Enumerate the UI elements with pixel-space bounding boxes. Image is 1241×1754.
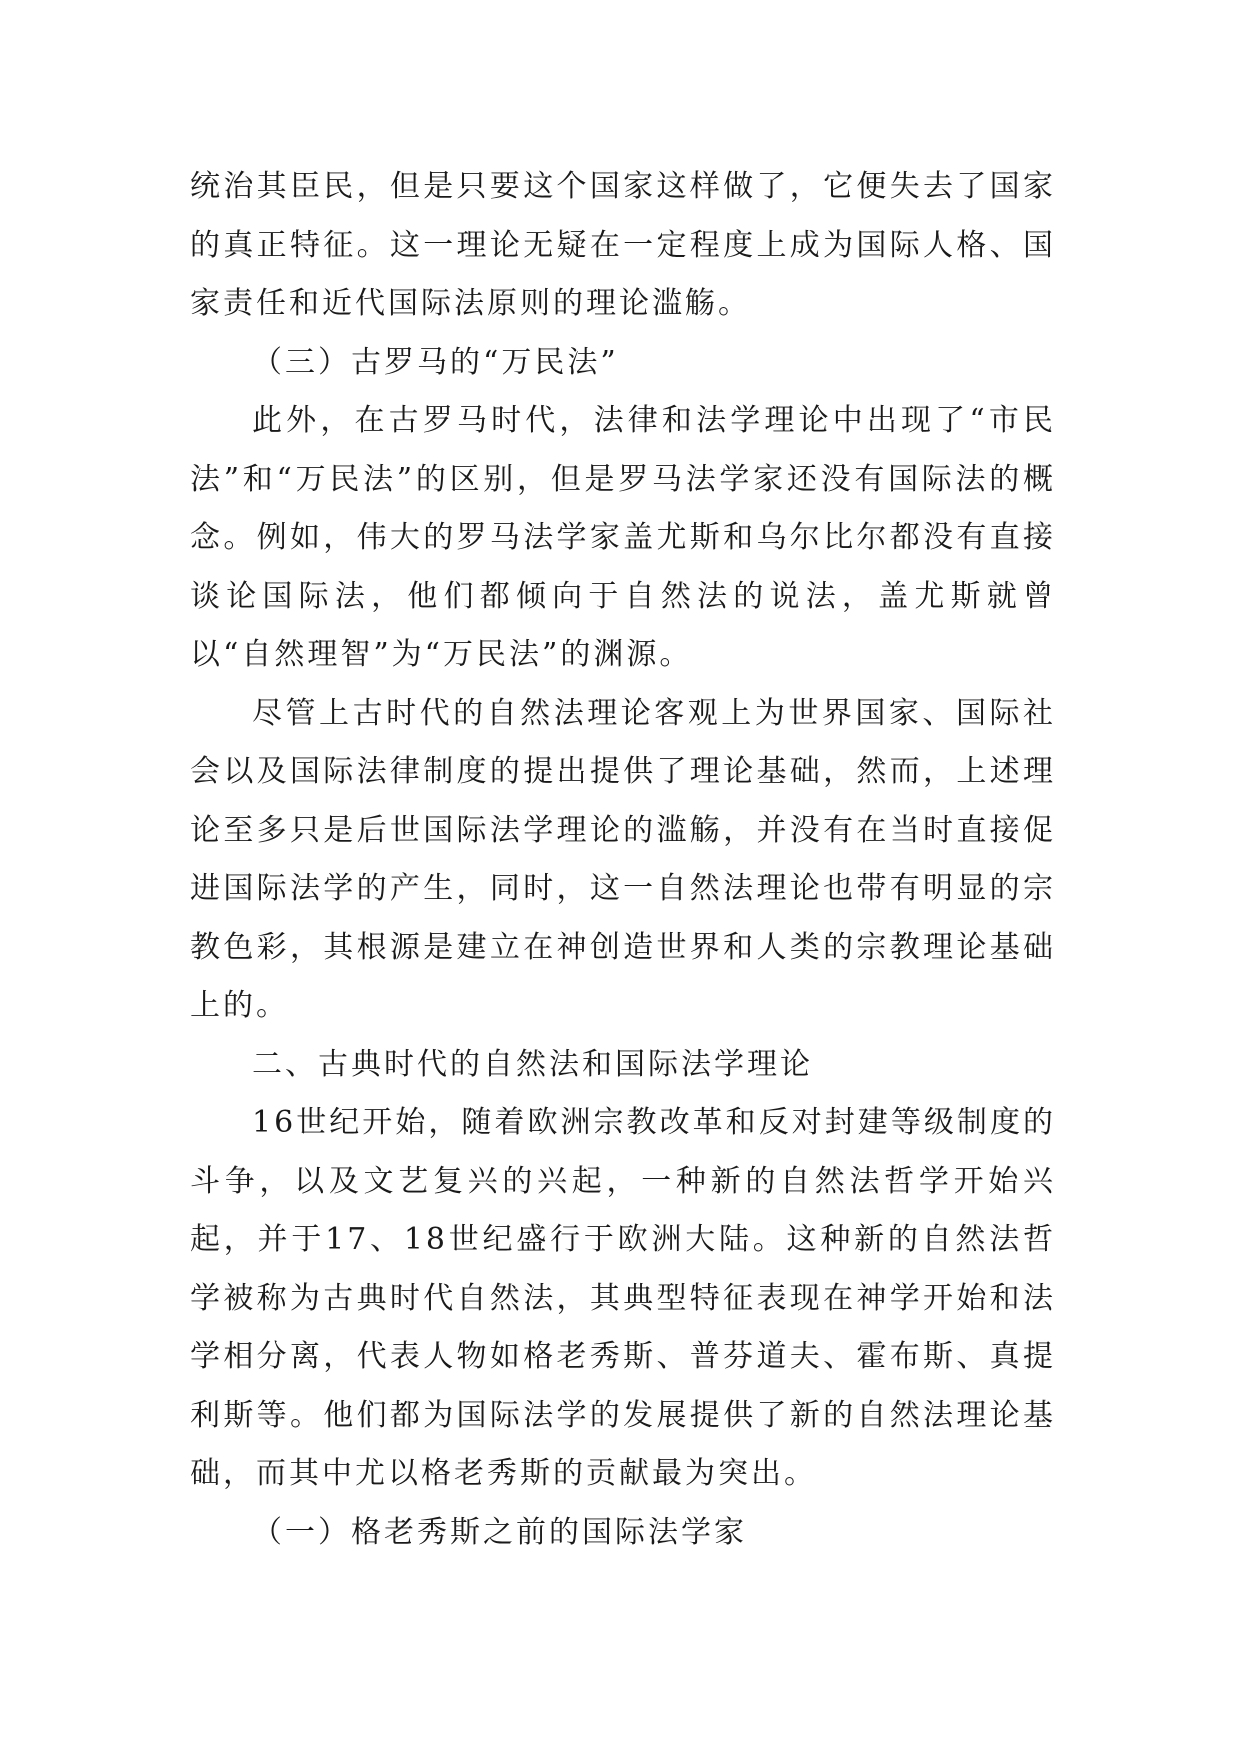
section-heading-roman-jus-gentium: （三）古罗马的“万民法” bbox=[252, 344, 619, 380]
section-heading-pre-grotius: （一）格老秀斯之前的国际法学家 bbox=[252, 1514, 747, 1550]
paragraph-roman-law: 此外，在古罗马时代，法律和法学理论中出现了“市民法”和“万民法”的区别，但是罗马法学家还没有国际法的概念。例如，伟大的罗马法学家盖尤斯和乌尔比尔都没有直接谈论国际法，他们都倾向于自然法的说法，盖尤斯就曾以“自然理智”为“万民法”的渊源。 bbox=[190, 403, 1056, 672]
chapter-heading-classical-era: 二、古典时代的自然法和国际法学理论 bbox=[252, 1046, 813, 1082]
paragraph-continuation: 统治其臣民，但是只要这个国家这样做了，它便失去了国家的真正特征。这一理论无疑在一定程度上成为国际人格、国家责任和近代国际法原则的理论滥觞。 bbox=[190, 169, 1056, 321]
document-page bbox=[190, 158, 1056, 1562]
paragraph-ancient-natural-law: 尽管上古时代的自然法理论客观上为世界国家、国际社会以及国际法律制度的提出提供了理论基础，然而，上述理论至多只是后世国际法学理论的滥觞，并没有在当时直接促进国际法学的产生，同时，这一自然法理论也带有明显的宗教色彩，其根源是建立在神创造世界和人类的宗教理论基础上的。 bbox=[190, 695, 1056, 1023]
paragraph-classical-natural-law: 16世纪开始，随着欧洲宗教改革和反对封建等级制度的斗争，以及文艺复兴的兴起，一种新的自然法哲学开始兴起，并于17、18世纪盛行于欧洲大陆。这种新的自然法哲学被称为古典时代自然法，其典型特征表现在神学开始和法学相分离，代表人物如格老秀斯、普芬道夫、霍布斯、真提利斯等。他们都为国际法学的发展提供了新的自然法理论基础，而其中尤以格老秀斯的贡献最为突出。 bbox=[190, 1105, 1056, 1491]
